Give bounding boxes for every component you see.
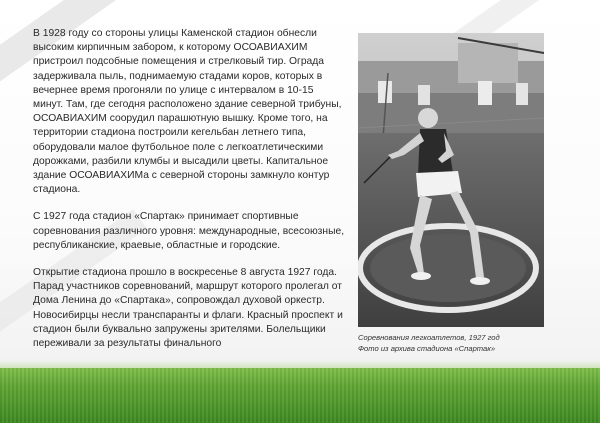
photo-caption bbox=[358, 333, 558, 354]
paragraph: В 1928 году со стороны улицы Каменской стадион обнесли высоким кирпичным забором, к которому ОСОАВИАХИМ пристроил подсобные помещения и стрелковый тир. Ограда задерживала пыль, поднимаемую стадами коров, которых в вечернее время прогоняли по улице с интервалом в 10-15 минут. Там, где сегодня расположено здание северной трибуны, ОСОАВИАХИМ соорудил парашютную вышку. Кроме того, на территории стадиона построили кегельбан летнего типа, оборудовали малое футбольное поле с легкоатлетическими дорожками, разбили клумбы и высадили цветы. Капитальное здание ОСОАВИАХИМа с северной стороны замкнуло контур стадиона. bbox=[33, 28, 342, 196]
grass-strip bbox=[0, 368, 600, 423]
body-text bbox=[33, 27, 345, 364]
paragraph: С 1927 года стадион «Спартак» принимает спортивные соревнования различного уровня: международные, всесоюзные, республиканские, краевые, областные и городские. bbox=[33, 211, 345, 251]
historic-photo bbox=[358, 33, 544, 327]
caption-title: Соревнования легкоатлетов, 1927 год bbox=[358, 333, 500, 342]
paragraph: Открытие стадиона прошло в воскресенье 8 августа 1927 года. Парад участников соревнований, маршрут которого пролегал от Дома Ленина до «Спартака», сопровождал духовой оркестр. Новосибирцы несли транспаранты и флаги. Красный проспект и стадион были буквально запружены зрителями. Болельщики переживали за результаты финального bbox=[33, 267, 343, 350]
caption-source: Фото из архива стадиона «Спартак» bbox=[358, 343, 496, 353]
